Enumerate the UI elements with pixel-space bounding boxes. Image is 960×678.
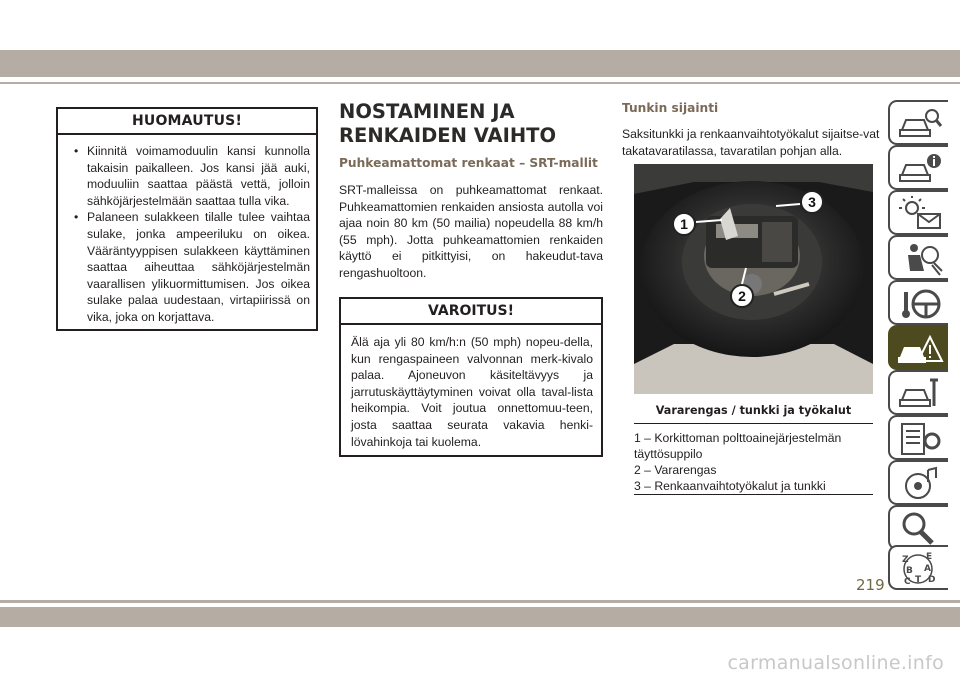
watermark: carmanualsonline.info	[727, 652, 944, 674]
top-decor-line	[0, 82, 960, 84]
callout-leaders	[634, 164, 873, 394]
side-tab-service[interactable]	[888, 370, 948, 415]
callout-1: 1	[672, 212, 696, 236]
jack-location-body: Saksitunkki ja renkaanvaihtotyökalut sijaitse-vat takatavaratilassa, tavaratilan pohjan alla.	[622, 127, 880, 158]
steering-wheel-icon	[898, 286, 944, 322]
warning-lights-message-icon	[898, 196, 944, 232]
warning-title: VAROITUS!	[341, 299, 601, 325]
side-tab-airbag[interactable]	[888, 235, 948, 280]
index-letter: D	[928, 575, 936, 585]
car-info-icon	[898, 151, 944, 187]
specifications-icon	[898, 421, 944, 457]
side-tab-car-info[interactable]	[888, 145, 948, 190]
warning-body: Älä aja yli 80 km/h:n (50 mph) nopeu-della, kun rengaspaineen valvonnan merk-kivalo palaa. Ajoneuvon käsiteltävyys ja jarrutuskäyttäytyminen voivat olla taval-lista heikompia. Voit joutua onnettomuu-teen, josta saattaa seurata vakavia henki-lövahinkoja tai kuolema.	[351, 335, 593, 449]
notice-list	[58, 135, 316, 326]
legend-item: 2 – Vararengas	[634, 463, 717, 477]
legend-bottom-rule	[634, 494, 873, 495]
bottom-decor-line	[0, 600, 960, 603]
index-letter: A	[924, 564, 931, 574]
side-tab-steering[interactable]	[888, 280, 948, 325]
spare-tire-photo	[634, 164, 873, 394]
roadside-warning-icon	[898, 331, 944, 367]
index-letters-icon	[898, 551, 944, 587]
figure-legend	[634, 430, 873, 494]
side-tab-multimedia[interactable]	[888, 460, 948, 505]
callout-3: 3	[800, 190, 824, 214]
index-letter: B	[906, 566, 913, 576]
side-tab-search[interactable]	[888, 505, 948, 550]
index-letter: E	[926, 552, 933, 562]
airbag-seatbelt-icon	[898, 241, 944, 277]
notice-bullet: • Kiinnitä voimamoduulin kansi kunnolla takaisin paikalleen. Jos kansi jää auki, moduuliin saattaa päästä vettä, jolloin sähköjärjestelmään saattaa tulla vika.	[76, 143, 310, 209]
bottom-decor-band	[0, 607, 960, 627]
notice-box	[56, 107, 318, 331]
side-tab-warning-lights[interactable]	[888, 190, 948, 235]
notice-bullet: • Palaneen sulakkeen tilalle tulee vaihtaa sulake, jonka ampeeriluku on oikea. Vääräntyyppisen sulakkeen käyttäminen saattaa aiheuttaa sähköjärjestelmän vaarallisen ylikuormittumisen. Jos oikea sulake palaa uudestaan, virtapiirissä on vika, joka on korjattava.	[76, 209, 310, 325]
page-number: 219	[856, 576, 885, 594]
side-tab-roadside[interactable]	[888, 325, 948, 370]
jack-location-title: Tunkin sijainti	[622, 101, 719, 115]
section-subtitle: Puhkeamattomat renkaat – SRT-mallit	[339, 156, 598, 170]
side-tab-car-search[interactable]	[888, 100, 948, 145]
side-tab-index[interactable]	[888, 545, 948, 590]
index-letter: T	[915, 575, 922, 585]
car-service-icon	[898, 376, 944, 412]
search-icon	[898, 511, 944, 547]
section-title: NOSTAMINEN JA RENKAIDEN VAIHTO	[339, 100, 557, 147]
section-body: SRT-malleissa on puhkeamattomat renkaat. Puhkeamattomien renkaiden ansiosta autolla voi ajaa noin 80 km (50 mailia) nopeudella 88 km/h (55 mph). Jotta puhkeamattomien renkaiden käyttö ei pitkittyisi, on hakeudut-tava rengashuoltoon.	[339, 183, 603, 280]
index-letter: C	[904, 577, 911, 587]
side-tab-specifications[interactable]	[888, 415, 948, 460]
legend-item: 3 – Renkaanvaihtotyökalut ja tunkki	[634, 479, 826, 493]
legend-top-rule	[634, 423, 873, 424]
callout-2: 2	[730, 284, 754, 308]
legend-item: 1 – Korkittoman polttoainejärjestelmän	[634, 431, 842, 445]
car-search-icon	[898, 106, 944, 142]
warning-box	[339, 297, 603, 457]
figure-caption: Vararengas / tunkki ja työkalut	[655, 404, 852, 417]
legend-item: täyttösuppilo	[634, 447, 703, 461]
multimedia-icon	[898, 466, 944, 502]
notice-title: HUOMAUTUS!	[58, 109, 316, 135]
top-decor-band	[0, 50, 960, 77]
index-letter: Z	[902, 555, 909, 565]
